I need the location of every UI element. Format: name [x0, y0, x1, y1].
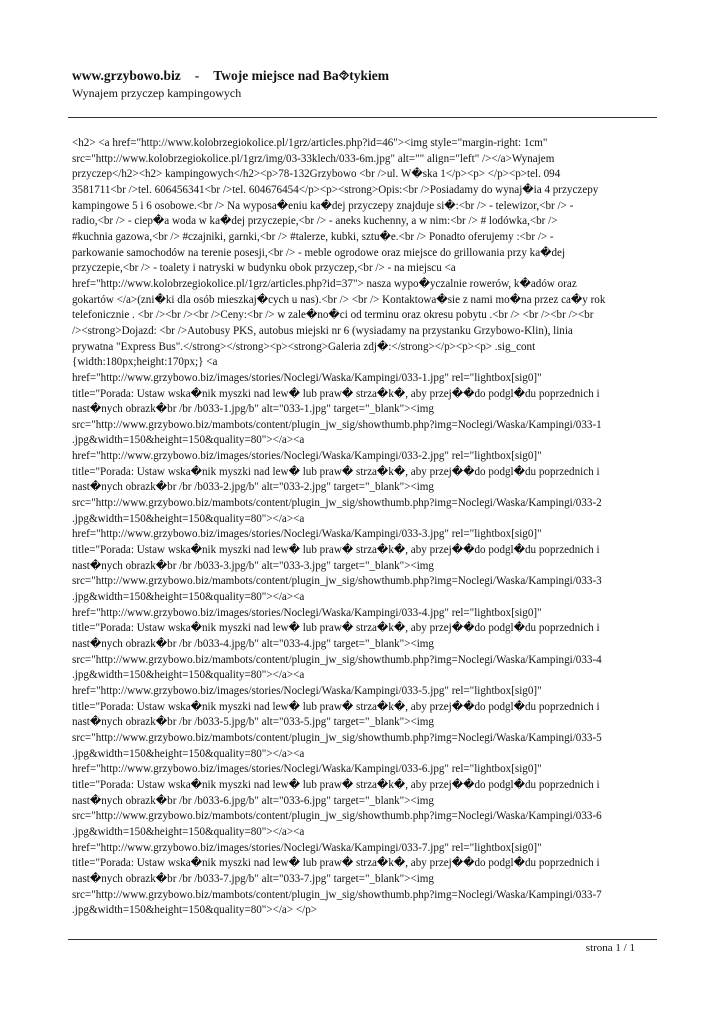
- header-divider: [68, 117, 657, 118]
- body-line: nast�nych obrazk�br /br /b033-6.jpg/b" alt="033-6.jpg" target="_blank"><img: [72, 794, 434, 807]
- title-separator: -: [194, 68, 200, 83]
- body-line: title="Porada: Ustaw wska�nik myszki nad lew� lub praw� strza�k�, aby przej��do podgl�du poprzednich i: [72, 387, 600, 400]
- footer-divider: [68, 939, 657, 940]
- body-line: title="Porada: Ustaw wska�nik myszki nad lew� lub praw� strza�k�, aby przej��do podgl�du poprzednich i: [72, 778, 600, 791]
- body-line: /><strong>Dojazd: <br />Autobusy PKS, autobus miejski nr 6 (wysiadamy na przystanku Grzybowo-Klin), linia: [72, 324, 573, 337]
- body-line: nast�nych obrazk�br /br /b033-3.jpg/b" alt="033-3.jpg" target="_blank"><img: [72, 559, 434, 572]
- body-line: przyczepie,<br /> - toalety i natryski w budynku obok przyczep,<br /> - na miejscu <a: [72, 262, 456, 275]
- page-header: [72, 67, 662, 101]
- body-line: src="http://www.grzybowo.biz/mambots/content/plugin_jw_sig/showthumb.php?img=Noclegi/Waska/Kampingi/033-7: [72, 888, 602, 901]
- body-line: .jpg&width=150&height=150&quality=80"></a><a: [72, 434, 305, 447]
- body-line: title="Porada: Ustaw wska�nik myszki nad lew� lub praw� strza�k�, aby przej��do podgl�du poprzednich i: [72, 465, 600, 478]
- body-line: radio,<br /> - ciep�a woda w ka�dej przyczepie,<br /> - aneks kuchenny, a w nim:<br /> # lodówka,<br />: [72, 215, 558, 228]
- body-line: src="http://www.grzybowo.biz/mambots/content/plugin_jw_sig/showthumb.php?img=Noclegi/Waska/Kampingi/033-3: [72, 575, 602, 588]
- body-line: parkowanie samochodów na terenie posesji,<br /> - meble ogrodowe oraz miejsce do grillowania przy ka�dej: [72, 246, 566, 259]
- body-line: src="http://www.grzybowo.biz/mambots/content/plugin_jw_sig/showthumb.php?img=Noclegi/Waska/Kampingi/033-4: [72, 653, 602, 666]
- body-line: href="http://www.grzybowo.biz/images/stories/Noclegi/Waska/Kampingi/033-6.jpg" rel="lightbox[sig0]": [72, 763, 542, 776]
- body-line: .jpg&width=150&height=150&quality=80"></a><a: [72, 747, 305, 760]
- body-line: przyczep</h2><h2> kampingowych</h2><p>78-132Grzybowo <br />ul. W�ska 1</p><p> </p><p>tel. 094: [72, 168, 561, 181]
- body-line: href="http://www.grzybowo.biz/images/stories/Noclegi/Waska/Kampingi/033-4.jpg" rel="lightbox[sig0]": [72, 606, 542, 619]
- body-line: 3581711<br />tel. 606456341<br />tel. 604676454</p><p><strong>Opis:<br />Posiadamy do wynaj�ia 4 przyczepy: [72, 183, 599, 196]
- body-line: href="http://www.grzybowo.biz/images/stories/Noclegi/Waska/Kampingi/033-2.jpg" rel="lightbox[sig0]": [72, 450, 542, 463]
- body-line: .jpg&width=150&height=150&quality=80"></a><a: [72, 512, 305, 525]
- body-line: src="http://www.grzybowo.biz/mambots/content/plugin_jw_sig/showthumb.php?img=Noclegi/Waska/Kampingi/033-2: [72, 497, 602, 510]
- body-line: src="http://www.kolobrzegiokolice.pl/1grz/img/03-33klech/033-6m.jpg" alt="" align="left" /></a>Wynajem: [72, 152, 555, 165]
- page-subtitle: Wynajem przyczep kampingowych: [72, 86, 242, 100]
- body-line: <h2> <a href="http://www.kolobrzegiokolice.pl/1grz/articles.php?id=46"><img style="margin-right: 1cm": [72, 137, 548, 149]
- body-line: src="http://www.grzybowo.biz/mambots/content/plugin_jw_sig/showthumb.php?img=Noclegi/Waska/Kampingi/033-6: [72, 810, 602, 823]
- body-line: telefonicznie . <br /><br /><br />Ceny:<br /> w zale�no�ci od terminu oraz okresu pobytu .<br /> <br /><br /><br: [72, 309, 594, 322]
- document-body: [72, 136, 662, 919]
- body-line: nast�nych obrazk�br /br /b033-1.jpg/b" alt="033-1.jpg" target="_blank"><img: [72, 403, 434, 416]
- site-title-line: [72, 67, 662, 85]
- body-line: .jpg&width=150&height=150&quality=80"></a> </p>: [72, 904, 318, 917]
- body-line: src="http://www.grzybowo.biz/mambots/content/plugin_jw_sig/showthumb.php?img=Noclegi/Waska/Kampingi/033-5: [72, 731, 602, 744]
- body-line: href="http://www.grzybowo.biz/images/stories/Noclegi/Waska/Kampingi/033-3.jpg" rel="lightbox[sig0]": [72, 528, 542, 541]
- body-line: src="http://www.grzybowo.biz/mambots/content/plugin_jw_sig/showthumb.php?img=Noclegi/Waska/Kampingi/033-1: [72, 418, 602, 431]
- body-line: {width:180px;height:170px;} <a: [72, 356, 218, 369]
- body-line: nast�nych obrazk�br /br /b033-5.jpg/b" alt="033-5.jpg" target="_blank"><img: [72, 716, 434, 729]
- body-line: href="http://www.grzybowo.biz/images/stories/Noclegi/Waska/Kampingi/033-1.jpg" rel="lightbox[sig0]": [72, 371, 542, 384]
- body-line: title="Porada: Ustaw wska�nik myszki nad lew� lub praw� strza�k�, aby przej��do podgl�du poprzednich i: [72, 622, 600, 635]
- site-tagline: Twoje miejsce nad Ba⯑tykiem: [213, 68, 390, 83]
- body-line: href="http://www.grzybowo.biz/images/stories/Noclegi/Waska/Kampingi/033-5.jpg" rel="lightbox[sig0]": [72, 684, 542, 697]
- body-line: nast�nych obrazk�br /br /b033-4.jpg/b" alt="033-4.jpg" target="_blank"><img: [72, 638, 434, 650]
- body-line: .jpg&width=150&height=150&quality=80"></a><a: [72, 669, 305, 682]
- body-line: kampingowe 5 i 6 osobowe.<br /> Na wyposa�eniu ka�dej przyczepy znajduje si�:<br /> - telewizor,<br /> -: [72, 199, 574, 212]
- body-line: prywatna "Express Bus".</strong></strong><p><strong>Galeria zdj�:</strong></p><p><p> .sig_cont: [72, 340, 536, 353]
- body-line: nast�nych obrazk�br /br /b033-7.jpg/b" alt="033-7.jpg" target="_blank"><img: [72, 872, 434, 885]
- body-line: .jpg&width=150&height=150&quality=80"></a><a: [72, 591, 305, 604]
- body-line: href="http://www.kolobrzegiokolice.pl/1grz/articles.php?id=37"> nasza wypo�yczalnie rowerów, k�adów oraz: [72, 277, 577, 290]
- body-line: title="Porada: Ustaw wska�nik myszki nad lew� lub praw� strza�k�, aby przej��do podgl�du poprzednich i: [72, 700, 600, 713]
- body-line: title="Porada: Ustaw wska�nik myszki nad lew� lub praw� strza�k�, aby przej��do podgl�du poprzednich i: [72, 544, 600, 557]
- body-line: #kuchnia gazowa,<br /> #czajniki, garnki,<br /> #talerze, kubki, sztu�e.<br /> Ponadto oferujemy :<br /> -: [72, 230, 554, 243]
- body-line: title="Porada: Ustaw wska�nik myszki nad lew� lub praw� strza�k�, aby przej��do podgl�du poprzednich i: [72, 857, 600, 870]
- body-line: nast�nych obrazk�br /br /b033-2.jpg/b" alt="033-2.jpg" target="_blank"><img: [72, 481, 434, 494]
- body-line: gokartów </a>(zni�ki dla osób mieszkaj�cych u nas).<br /> <br /> Kontaktowa�sie z nami mo�na przez ca�y rok: [72, 293, 606, 306]
- page-number: strona 1 / 1: [585, 942, 635, 954]
- site-domain: www.grzybowo.biz: [72, 68, 181, 83]
- body-line: href="http://www.grzybowo.biz/images/stories/Noclegi/Waska/Kampingi/033-7.jpg" rel="lightbox[sig0]": [72, 841, 542, 854]
- body-line: .jpg&width=150&height=150&quality=80"></a><a: [72, 825, 305, 838]
